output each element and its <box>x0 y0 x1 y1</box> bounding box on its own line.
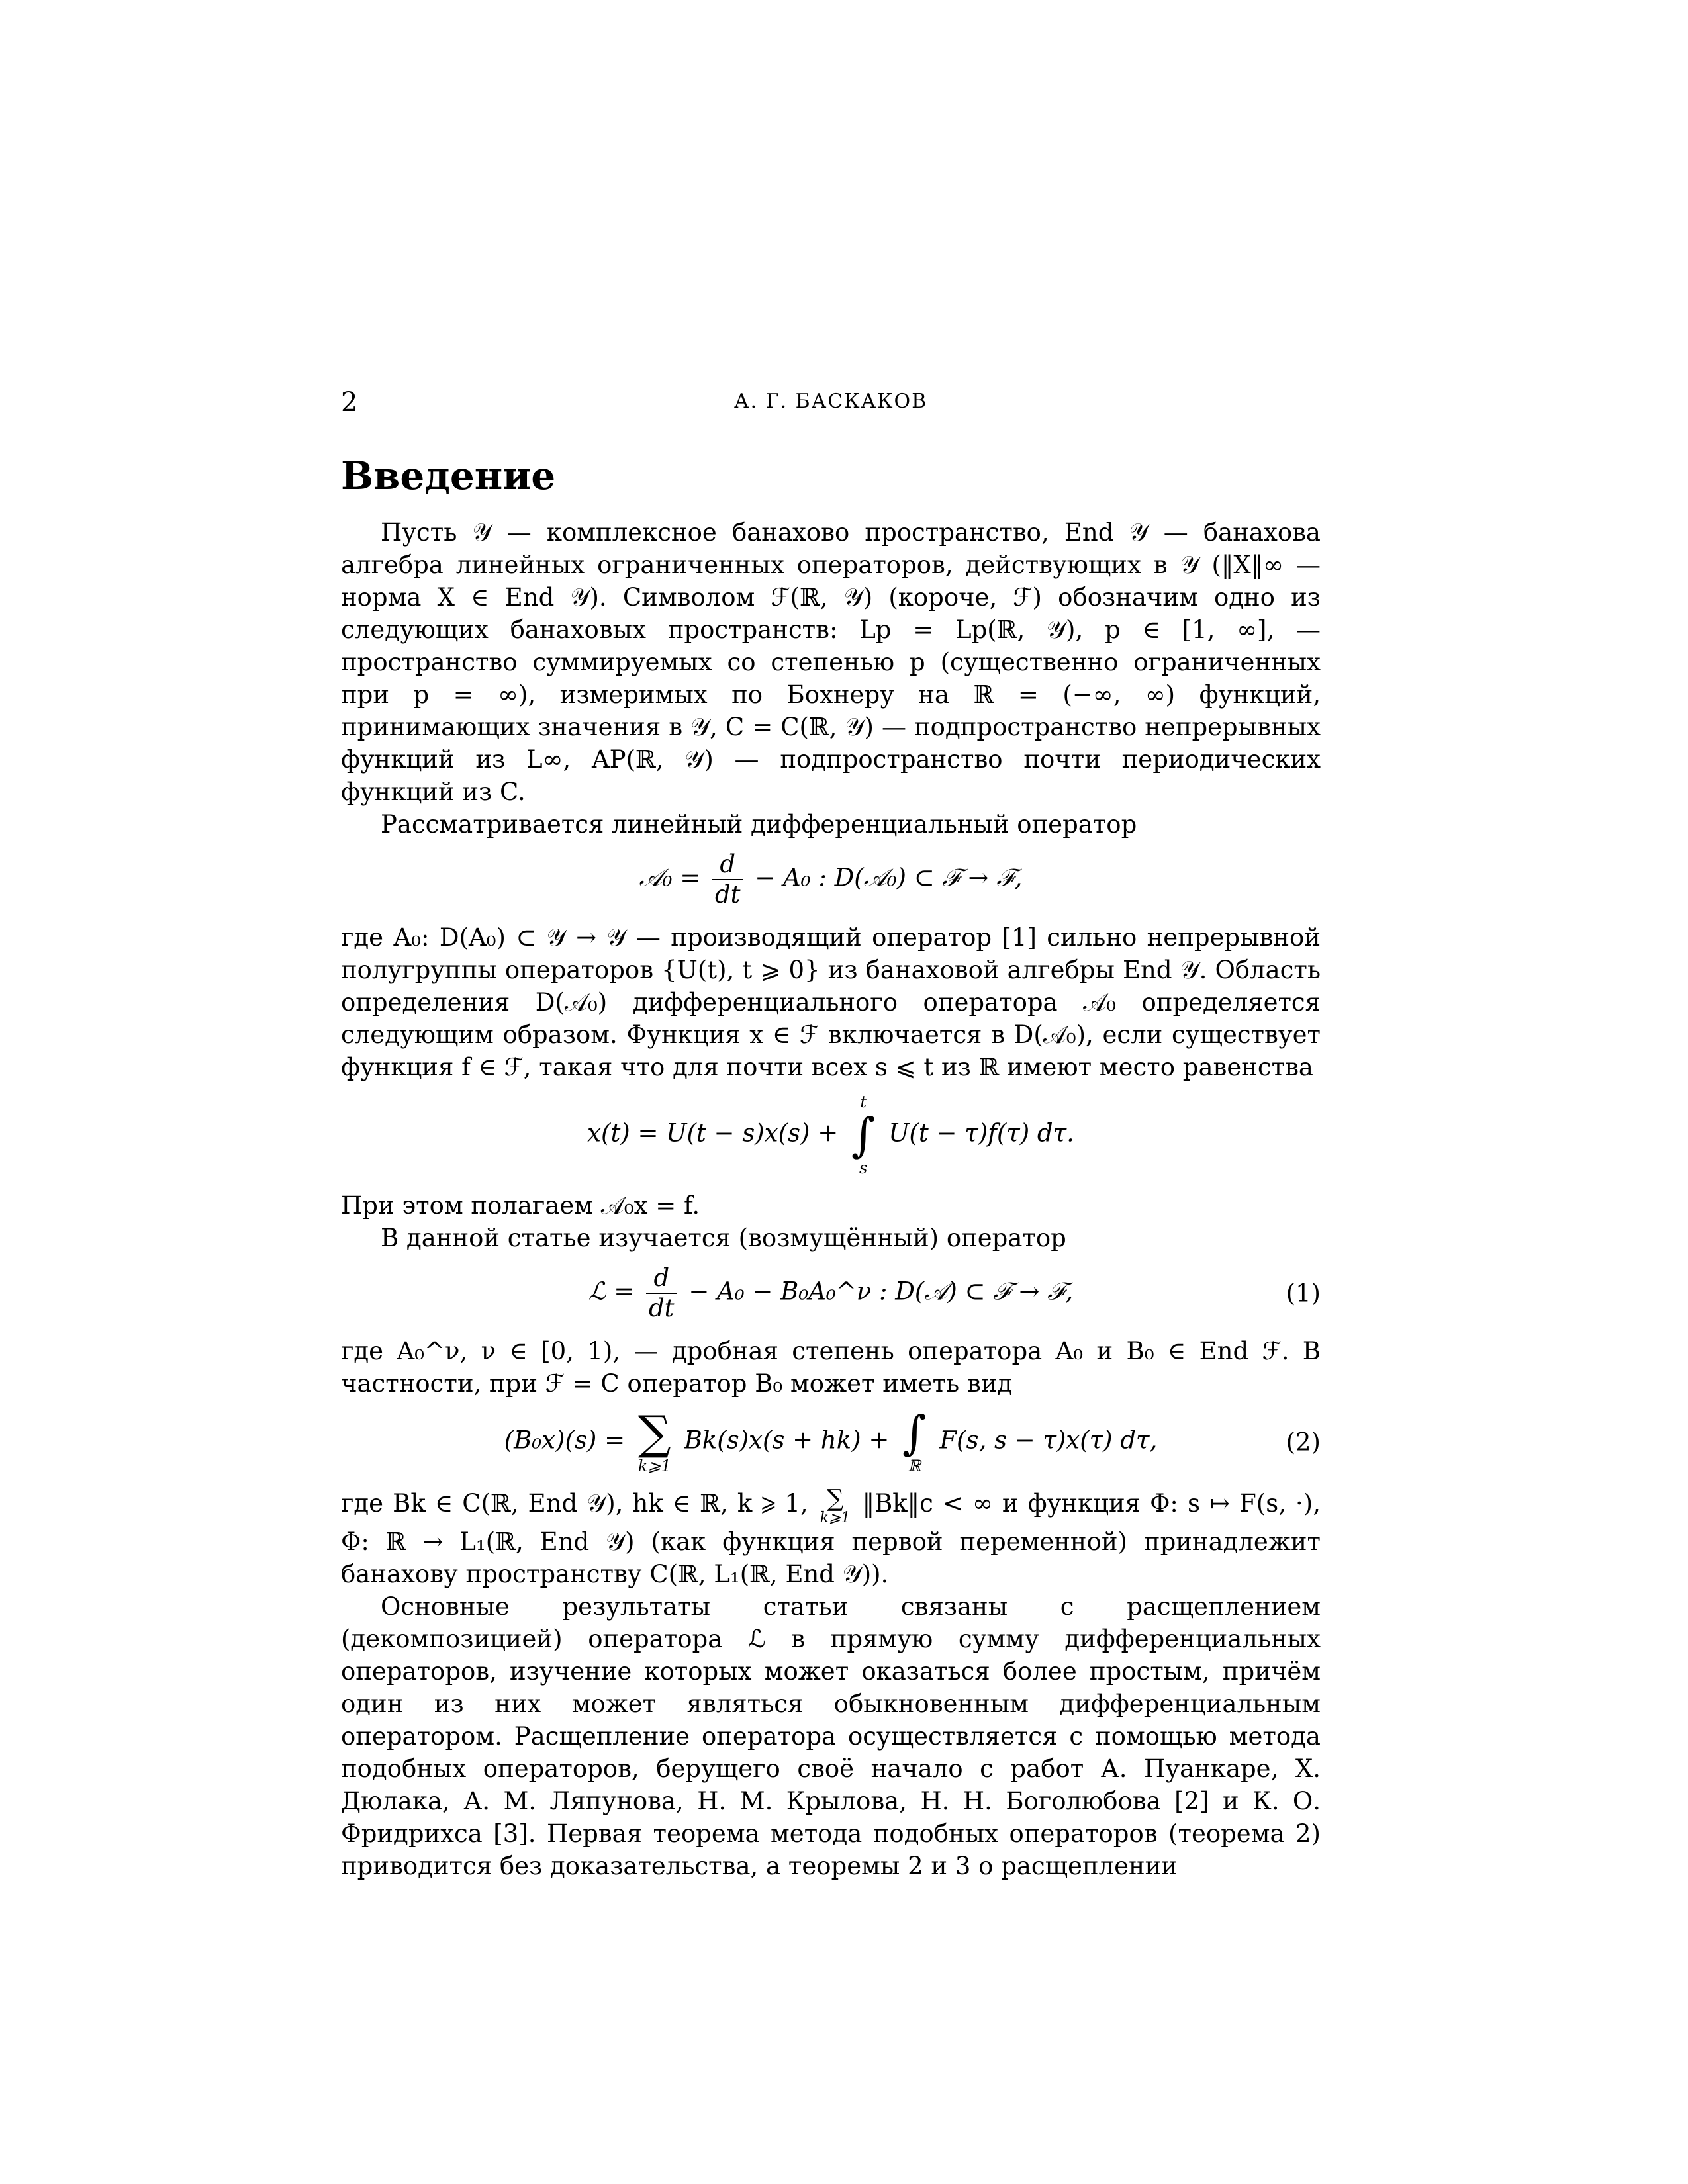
equation-number: (1) <box>1286 1279 1321 1308</box>
equation-integral <box>341 1093 1321 1177</box>
integral-symbol: ∫ <box>902 1406 927 1460</box>
equation-a0 <box>341 850 1321 909</box>
integrand: F(s, s − τ)x(τ) dτ, <box>939 1426 1158 1455</box>
integrand: U(t − τ)f(τ) dτ. <box>888 1118 1074 1148</box>
paragraph: где A₀: D(A₀) ⊂ 𝒴 → 𝒴 — производящий оператор [1] сильно непрерывной полугруппы операторов {U(t), t ⩾ 0} из банаховой алгебры End 𝒴. Область определения D(𝒜₀) дифференциального оператора 𝒜₀ определяется следующим образом. Функция x ∈ ℱ включается в D(𝒜₀), если существует функция f ∈ ℱ, такая что для почти всех s ⩽ t из ℝ имеют место равенства <box>341 923 1321 1081</box>
sum-sign <box>637 1406 671 1475</box>
fraction-denominator: dt <box>714 880 741 909</box>
fraction <box>646 1263 677 1323</box>
paragraph: Основные результаты статьи связаны с расщеплением (декомпозицией) оператора ℒ в прямую сумму дифференциальных операторов, изучение которых может оказаться более простым, причём один из них может являться обыкновенным дифференциальным оператором. Расщепление оператора осуществляется с помощью метода подобных операторов, берущего своё начало с работ А. Пуанкаре, Х. Дюлака, А. М. Ляпунова, Н. М. Крылова, Н. Н. Боголюбова [2] и К. О. Фридрихса [3]. Первая теорема метода подобных операторов (теорема 2) приводится без доказательства, а теоремы 2 и 3 о расщеплении <box>341 1592 1321 1880</box>
running-head <box>341 387 1321 427</box>
sum-term: Bk(s)x(s + hk) + <box>684 1426 890 1455</box>
equation-rhs: − A₀ : D(𝒜₀) ⊂ ℱ → ℱ, <box>755 863 1023 892</box>
integral-lower-limit: s <box>859 1159 868 1177</box>
sum-subscript: k⩾1 <box>637 1457 671 1475</box>
fraction-denominator: dt <box>649 1294 675 1322</box>
paragraph <box>341 1487 1321 1590</box>
equation-lhs: x(t) = U(t − s)x(s) + <box>587 1118 839 1148</box>
fraction-numerator: d <box>712 850 743 880</box>
equation-number: (2) <box>1286 1428 1321 1457</box>
paragraph: где A₀^ν, ν ∈ [0, 1), — дробная степень оператора A₀ и B₀ ∈ End ℱ. В частности, при ℱ = C оператор B₀ может иметь вид <box>341 1337 1321 1398</box>
paragraph-text: ‖Bk‖c < ∞ и функция Φ: s ↦ F(s, ·), Φ: ℝ → L₁(ℝ, End 𝒴) (как функция первой переменной) принадлежит банахову пространству C(ℝ, L₁(ℝ, End 𝒴)). <box>341 1489 1321 1588</box>
fraction <box>712 850 743 909</box>
sum-subscript: k⩾1 <box>820 1510 851 1526</box>
equation-1 <box>341 1263 1321 1323</box>
equation-2 <box>341 1406 1321 1475</box>
integral-symbol: ∫ <box>851 1108 876 1162</box>
paragraph: В данной статье изучается (возмущённый) оператор <box>381 1224 1066 1252</box>
body-text <box>341 516 1321 1882</box>
equation-rhs: − A₀ − B₀A₀^ν : D(𝒜) ⊂ ℱ → ℱ, <box>688 1277 1074 1306</box>
paragraph-text: где Bk ∈ C(ℝ, End 𝒴), hk ∈ ℝ, k ⩾ 1, <box>341 1489 808 1518</box>
integral-sign <box>851 1093 875 1177</box>
integral-sign <box>902 1406 927 1475</box>
paragraph: Пусть 𝒴 — комплексное банахово пространство, End 𝒴 — банахова алгебра линейных ограниченных операторов, действующих в 𝒴 (‖X‖∞ — норма X ∈ End 𝒴). Символом ℱ(ℝ, 𝒴) (короче, ℱ) обозначим одно из следующих банаховых пространств: Lp = Lp(ℝ, 𝒴), p ∈ [1, ∞], — пространство суммируемых со степенью p (существенно ограниченных при p = ∞), измеримых по Бохнеру на ℝ = (−∞, ∞) функций, принимающих значения в 𝒴, C = C(ℝ, 𝒴) — подпространство непрерывных функций из L∞, AP(ℝ, 𝒴) — подпространство почти периодических функций из C. <box>341 518 1321 806</box>
equation-lhs: (B₀x)(s) = <box>504 1426 626 1455</box>
paragraph: При этом полагаем 𝒜₀x = f. <box>341 1191 700 1220</box>
sum-symbol: ∑ <box>637 1406 671 1460</box>
page-number: 2 <box>341 387 358 418</box>
section-title: Введение <box>341 453 556 498</box>
sum-symbol: ∑ <box>826 1485 844 1512</box>
running-head-author: А. Г. БАСКАКОВ <box>733 390 928 413</box>
inline-sum <box>820 1487 851 1525</box>
equation-lhs: 𝒜₀ = <box>639 863 701 892</box>
equation-lhs: ℒ = <box>588 1277 635 1306</box>
integral-upper-limit: t <box>860 1093 867 1111</box>
integral-subscript: ℝ <box>908 1457 921 1475</box>
paragraph: Рассматривается линейный дифференциальный оператор <box>381 810 1137 839</box>
fraction-numerator: d <box>646 1263 677 1294</box>
